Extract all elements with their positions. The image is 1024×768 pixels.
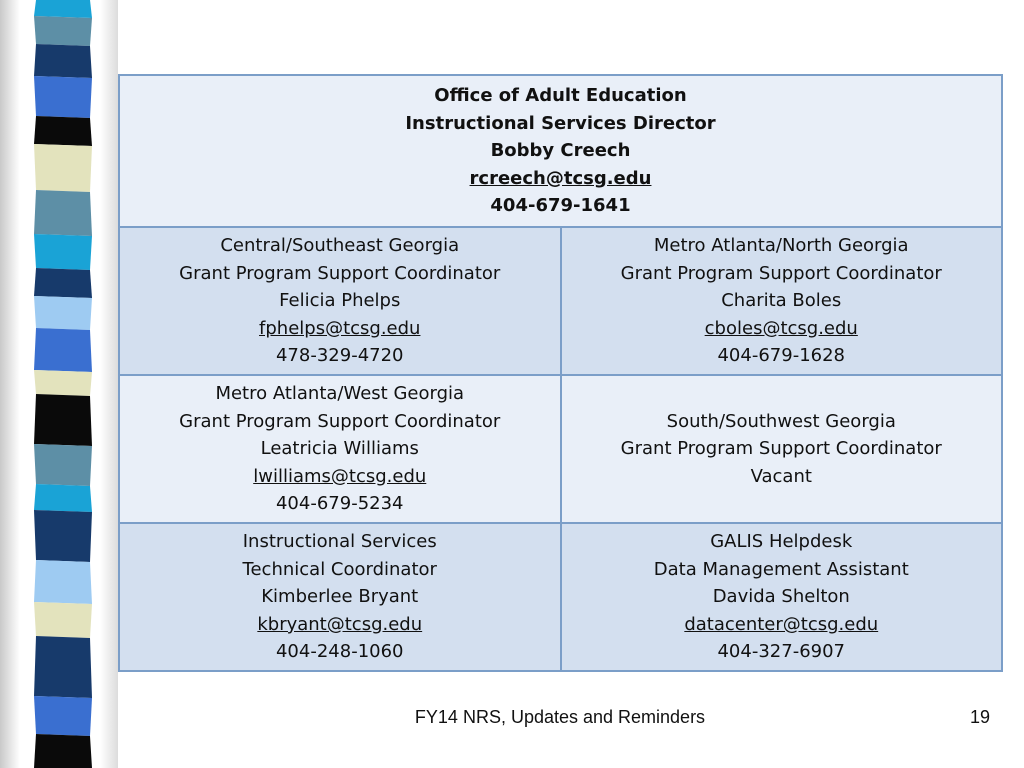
contact-region: Central/Southeast Georgia — [220, 235, 460, 257]
contact-row — [119, 227, 1002, 375]
contact-email-link[interactable]: kbryant@tcsg.edu — [257, 613, 423, 635]
contact-phone: 478-329-4720 — [275, 345, 404, 367]
contact-region: Metro Atlanta/West Georgia — [215, 383, 465, 405]
office-name: Office of Adult Education — [434, 85, 687, 107]
contact-role: Data Management Assistant — [653, 558, 909, 580]
contact-cell — [119, 375, 561, 523]
contact-cell — [119, 523, 561, 671]
director-phone: 404-679-1641 — [490, 195, 631, 217]
contact-row — [119, 523, 1002, 671]
contact-role: Technical Coordinator — [242, 558, 437, 580]
contact-name: Charita Boles — [721, 290, 842, 312]
contact-table — [118, 74, 1003, 672]
contact-phone: 404-679-1628 — [717, 345, 845, 367]
director-title: Instructional Services Director — [405, 112, 716, 134]
contact-region: Instructional Services — [242, 531, 437, 553]
page-number: 19 — [969, 707, 990, 727]
director-name: Bobby Creech — [490, 140, 631, 162]
contact-row — [119, 375, 1002, 523]
stripe-pattern — [0, 0, 118, 768]
contact-phone: 404-679-5234 — [275, 493, 404, 515]
contact-region: GALIS Helpdesk — [710, 531, 853, 553]
contact-region: Metro Atlanta/North Georgia — [653, 235, 909, 257]
contact-email-link[interactable]: datacenter@tcsg.edu — [684, 613, 879, 635]
contact-name: Kimberlee Bryant — [261, 586, 419, 608]
contact-email-link[interactable]: lwilliams@tcsg.edu — [253, 465, 427, 487]
contact-name: Vacant — [750, 465, 812, 487]
contact-email-link[interactable]: cboles@tcsg.edu — [704, 317, 858, 339]
contact-region: South/Southwest Georgia — [666, 410, 896, 432]
contact-cell — [561, 523, 1003, 671]
contact-cell — [561, 375, 1003, 523]
director-email-link[interactable]: rcreech@tcsg.edu — [469, 167, 652, 189]
contact-role: Grant Program Support Coordinator — [620, 438, 942, 460]
slide-footer: FY14 NRS, Updates and Reminders — [414, 707, 706, 727]
contact-role: Grant Program Support Coordinator — [620, 262, 942, 284]
header-row — [119, 75, 1002, 227]
decorative-stripe-bar — [0, 0, 118, 768]
contact-name: Davida Shelton — [712, 586, 850, 608]
director-cell — [119, 75, 1002, 227]
contact-phone: 404-248-1060 — [275, 641, 404, 663]
contact-role: Grant Program Support Coordinator — [179, 262, 501, 284]
contact-cell — [561, 227, 1003, 375]
contact-cell — [119, 227, 561, 375]
contact-name: Felicia Phelps — [279, 290, 401, 312]
contact-name: Leatricia Williams — [260, 438, 419, 460]
contact-email-link[interactable]: fphelps@tcsg.edu — [259, 317, 421, 339]
contact-phone: 404-327-6907 — [717, 641, 845, 663]
contact-role: Grant Program Support Coordinator — [179, 410, 501, 432]
